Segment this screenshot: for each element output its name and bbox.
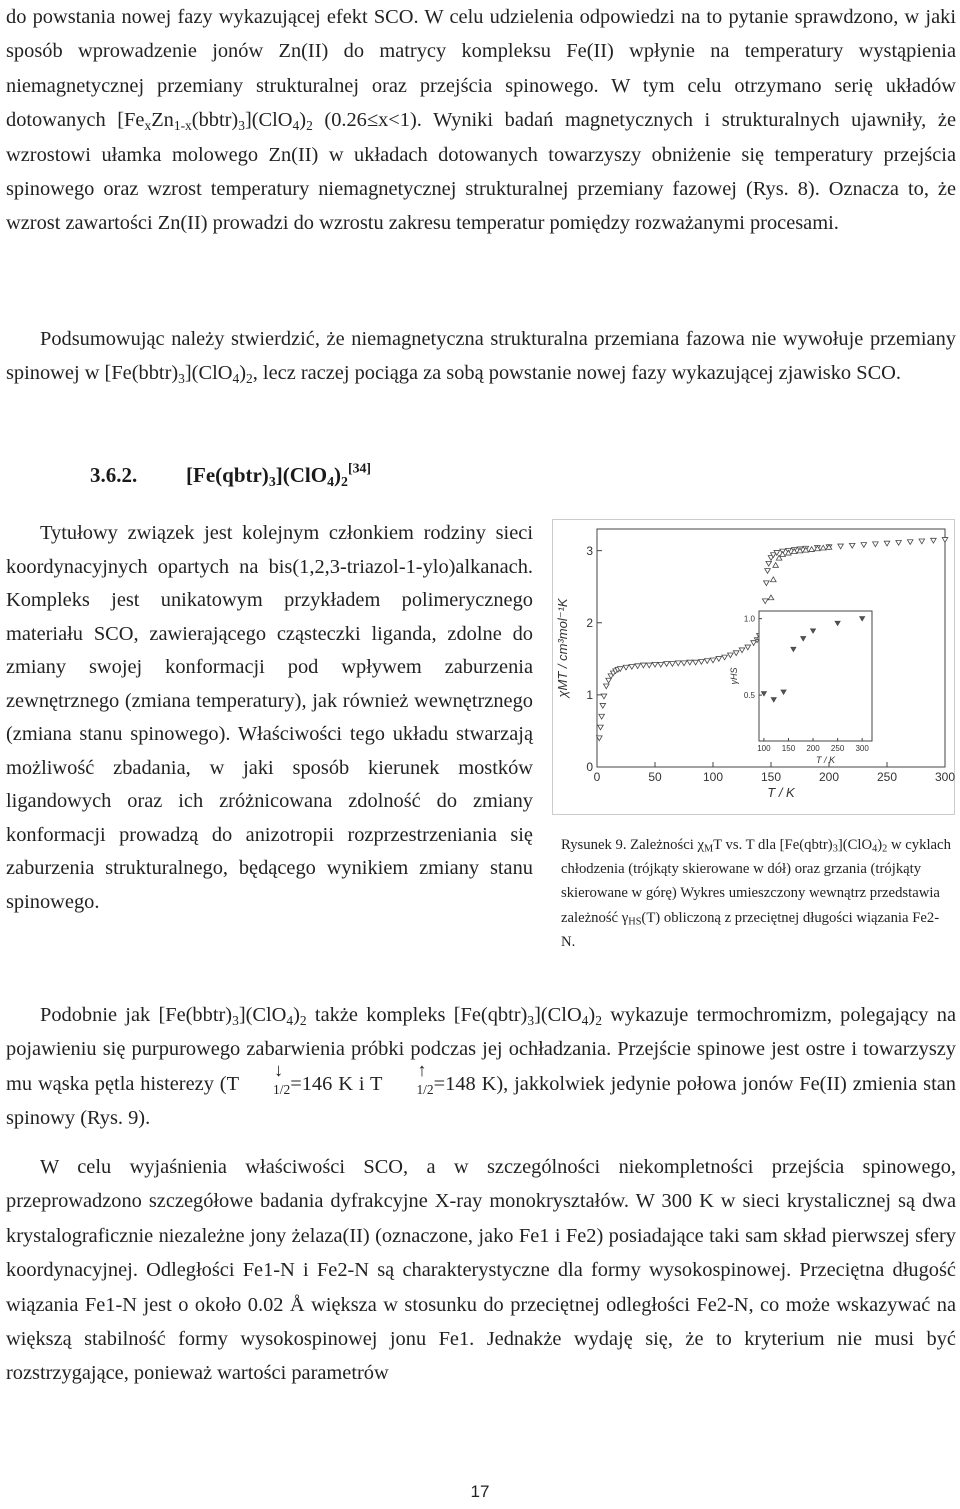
main-y-tick-label: 3 xyxy=(586,543,593,558)
figure-9-chart xyxy=(552,519,955,815)
inset-y-tick-label: 1.0 xyxy=(743,614,755,624)
inset-frame xyxy=(759,611,872,741)
main-y-tick-label: 0 xyxy=(586,760,593,775)
inset-x-tick-label: 300 xyxy=(855,744,869,753)
main-x-tick-label: 200 xyxy=(818,770,840,784)
section-heading: 3.6.2. $[Fe(qbtr)_3](ClO_4)_2[34]$ xyxy=(90,458,371,492)
arrow-down-icon: ↓ xyxy=(273,1060,284,1081)
main-x-tick-label: 0 xyxy=(593,770,601,784)
inset-x-axis-label: T / K xyxy=(815,755,836,765)
main-plot xyxy=(555,529,955,800)
arrow-up-icon: ↑ xyxy=(417,1060,427,1081)
inset-y-tick-label: 0.5 xyxy=(743,690,755,700)
paragraph-compound-description: Tytułowy związek jest kolejnym członkiem rodziny sieci koordynacyjnych opartych na bis(1,2,3-triazol-1-ylo)alkanach. Kompleks jest unikatowym przykładem polimerycznego materiału SCO, zawierającego cząsteczki liganda, zdolne do zmiany swojej konformacji pod wpływem zaburzenia zewnętrznego (zmiana temperatury), jak również wewnętrznego (zmiana stanu spinowego). Właściwości tego układu stwarzają możliwość zbadania, w jaki sposób kierunek mostków ligandowych oraz ich zróżnicowana zdolność do zmiany konformacji prowadzą do anizotropii rozprzestrzeniania się zaburzenia strukturalnego, będącego wynikiem zmiany stanu spinowego. xyxy=(6,522,533,913)
paragraph-xray-study: W celu wyjaśnienia właściwości SCO, a w szczególności niekompletności przejścia spinowego, przeprowadzono szczegółowe badania dyfrakcyjne X-ray monokryształów. W 300 K w sieci krystalicznej są dwa krystalograficznie niezależne jony żelaza(II) (oznaczone, jako Fe1 i Fe2) posiadające taki sam skład pierwszej sfery koordynacyjnej. Odległości Fe1-N i Fe2-N są charakterystyczne dla formy wysokospinowej. Przeciętna długość wiązania Fe1-N jest o około 0.02 Å większa w stosunku do przeciętnej odległości Fe2-N, co może wskazywać na większą stabilność formy wysokospinowej jonu Fe1. Jednakże wydaję się, że to kryterium nie musi być rozstrzygające, ponieważ wartości parametrów xyxy=(6,1156,956,1385)
paragraph-thermochromism: Podobnie jak $[Fe(bbtr)_3](ClO_4)_2$ także kompleks $[Fe(qbtr)_3](ClO_4)_2$ wykazuje termochromizm, polegający na pojawieniu się purpurowego zabarwienia próbki podczas jej ochładzania. Przejście spinowe jest ostre i towarzyszy mu wąska pętla histerezy (T $_{1/2}$ ↓ =146 K i T $_{1/2}$ ↑ =148 K), jakkolwiek jedynie połowa jonów Fe(II) zmienia stan spinowy (Rys. 9). xyxy=(6,1004,956,1130)
main-x-tick-label: 150 xyxy=(760,770,782,784)
citation-ref: [34] xyxy=(347,460,372,476)
page-number: 17 xyxy=(470,1482,490,1501)
figure-caption: Rysunek 9. Zależności $\chi_MT$ vs. T dla $[Fe(qbtr)_3](ClO_4)_2$ w cyklach chłodzenia (trójkąty skierowane w dół) oraz grzania (trójkąty skierowane w górę) Wykres umieszczony wewnątrz przedstawia zależność $\gamma_{HS}(T)$ obliczoną z przeciętnej długości wiązania Fe2-N. xyxy=(561,837,951,950)
main-x-tick-label: 300 xyxy=(934,770,955,784)
inset-x-tick-label: 250 xyxy=(830,744,845,753)
section-number: 3.6.2. xyxy=(90,463,138,487)
paragraph-intro: do powstania nowej fazy wykazującej efekt SCO. W celu udzielenia odpowiedzi na to pytanie sprawdzono, w jaki sposób wprowadzenie jonów Zn(II) do matrycy kompleksu Fe(II) wpłynie na temperatury wystąpienia niemagnetycznej przemiany strukturalnej oraz przejścia spinowego. W tym celu otrzymano serię układów dotowanych $[Fe_xZn_{1-x}(bbtr)_3](ClO_4)_2$ (0.26≤x<1). Wyniki badań magnetycznych i strukturalnych ujawniły, że wzrostowi ułamka molowego Zn(II) w układach dotowanych towarzyszy obniżenie się temperatury przejścia spinowego oraz wzrost temperatury niemagnetycznej strukturalnej przemiany fazowej (Rys. 8). Oznacza to, że wzrost zawartości Zn(II) prowadzi do wzrostu zakresu temperatur pomiędzy rozważanymi procesami. xyxy=(6,6,956,235)
inset-x-tick-label: 200 xyxy=(806,744,820,753)
main-x-tick-label: 100 xyxy=(702,770,724,784)
main-y-tick-label: 1 xyxy=(586,688,593,703)
main-x-tick-label: 50 xyxy=(648,770,662,784)
main-y-tick-label: 2 xyxy=(586,615,593,630)
inset-x-tick-label: 100 xyxy=(757,744,771,753)
inset-x-tick-label: 150 xyxy=(781,744,796,753)
inset-y-axis-label: γHS xyxy=(729,667,739,685)
main-x-axis-label: T / K xyxy=(767,785,795,800)
main-x-tick-label: 250 xyxy=(876,770,898,784)
main-y-axis-label: χMT / cm³mol⁻¹K xyxy=(555,598,570,698)
paragraph-summary: Podsumowując należy stwierdzić, że niemagnetyczna strukturalna przemiana fazowa nie wywołuje przemiany spinowej w $[Fe(bbtr)_3](ClO_4)_2$, lecz raczej pociąga za sobą powstanie nowej fazy wykazującej zjawisko SCO. xyxy=(6,328,956,387)
